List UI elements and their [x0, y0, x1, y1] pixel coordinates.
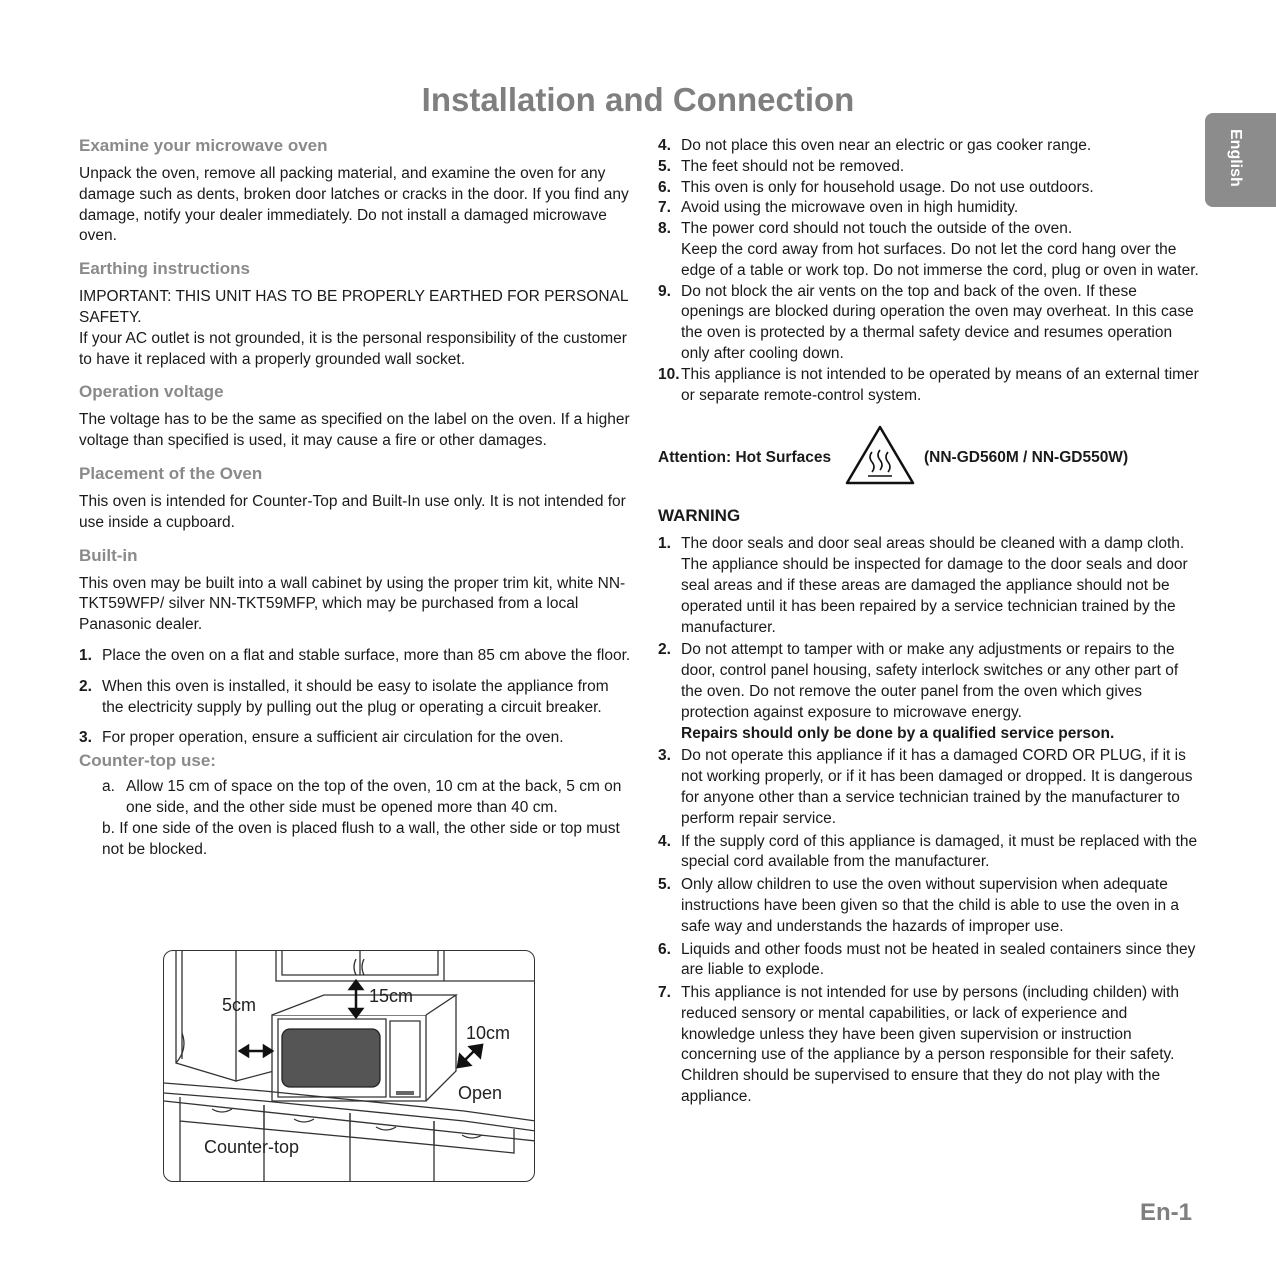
countertop-heading: Counter-top use:: [79, 751, 216, 771]
language-tab[interactable]: [1205, 113, 1276, 207]
voltage-text: The voltage has to be the same as specified on the label on the oven. If a higher voltage than specified is used, it may cause a fire or other damages.: [79, 411, 630, 450]
voltage-heading: Operation voltage: [79, 382, 224, 402]
list-item: 10. This appliance is not intended to be operated by means of an external timer or separate remote-control system.: [658, 365, 1199, 404]
page-number: En-1: [1140, 1199, 1193, 1226]
label-15cm: 15cm: [369, 986, 414, 1006]
placement-text: This oven is intended for Counter-Top and Built-In use only. It is not intended for use inside a cupboard.: [79, 492, 626, 531]
label-5cm: 5cm: [222, 995, 257, 1015]
warning-heading: WARNING: [658, 506, 741, 526]
list-item: 7. Avoid using the microwave oven in high humidity.: [658, 199, 1019, 217]
builtin-heading: Built-in: [79, 545, 138, 565]
list-item: 1. Place the oven on a flat and stable surface, more than 85 cm above the floor.: [79, 646, 631, 664]
list-item: b. If one side of the oven is placed flush to a wall, the other side or top must not be blocked.: [102, 819, 620, 858]
placement-list: [79, 646, 634, 749]
builtin-text: This oven may be built into a wall cabinet by using the proper trim kit, white NN-TKT59WFP/ silver NN-TKT59MFP, which may be purchased from a local Panasonic dealer.: [79, 574, 626, 634]
precaution-list: [658, 136, 1203, 406]
list-item: 6. This oven is only for household usage. Do not use outdoors.: [658, 178, 1094, 196]
list-item: 3. For proper operation, ensure a sufficient air circulation for the oven.: [79, 729, 564, 747]
list-item: 8. The power cord should not touch the outside of the oven. Keep the cord away from hot surfaces. Do not let the cord hang over the edge of a table or work top. Do not immerse the cord, plug or oven in water.: [658, 220, 1199, 279]
list-item: 5. Only allow children to use the oven without supervision when adequate instructions have been given so that the child is able to use the oven in a safe way and understands the hazards of improper use.: [658, 876, 1180, 935]
list-item: 9. Do not block the air vents on the top and back of the oven. If these openings are blocked during operation the oven may overheat. In this case the oven is protected by a thermal safety device and resumes operation only after cooling down.: [658, 282, 1194, 362]
earthing-heading: Earthing instructions: [79, 259, 250, 279]
warning-list: [658, 534, 1203, 1108]
model-numbers: (NN-GD560M / NN-GD550W): [924, 449, 1129, 467]
list-item: 4. Do not place this oven near an electric or gas cooker range.: [658, 137, 1092, 154]
earthing-text: If your AC outlet is not grounded, it is the personal responsibility of the customer to have it replaced with a properly grounded wall socket.: [79, 329, 627, 368]
list-item: 4. If the supply cord of this appliance is damaged, it must be replaced with the special cord available from the manufacturer.: [658, 832, 1198, 871]
placement-heading: Placement of the Oven: [79, 463, 263, 483]
list-item: 3. Do not operate this appliance if it has a damaged CORD OR PLUG, if it is not working properly, or if it has been damaged or dropped. It is dangerous for anyone other than a service technician trained by the manufacturer to perform repair service.: [658, 747, 1193, 827]
examine-heading: Examine your microwave oven: [79, 136, 328, 155]
label-countertop: Counter-top: [204, 1137, 300, 1157]
list-item: 6. Liquids and other foods must not be heated in sealed containers since they are liable to explode.: [658, 940, 1196, 979]
list-item: 5. The feet should not be removed.: [658, 157, 905, 175]
language-tab-label: English: [1227, 129, 1244, 187]
label-open: Open: [458, 1083, 503, 1103]
list-item: 2. Do not attempt to tamper with or make any adjustments or repairs to the door, control panel housing, safety interlock switches or any other part of the oven. Do not remove the outer panel from the oven which gives protection against exposure to microwave energy. Repairs should only be done by a qualified service person.: [658, 641, 1179, 742]
label-10cm: 10cm: [466, 1023, 511, 1043]
left-column: [79, 134, 634, 860]
right-column: [658, 136, 1203, 1108]
list-item: a. Allow 15 cm of space on the top of the oven, 10 cm at the back, 5 cm on one side, and the other side must be opened more than 40 cm.: [102, 778, 622, 816]
list-item: 2. When this oven is installed, it should be easy to isolate the appliance from the electricity supply by pulling out the plug or operating a circuit breaker.: [79, 677, 609, 716]
countertop-list: [102, 777, 634, 860]
page-title: Installation and Connection: [421, 81, 855, 118]
examine-text: Unpack the oven, remove all packing material, and examine the oven for any damage such as dents, broken door latches or cracks in the door. If you find any damage, notify your dealer immediately. Do not install a damaged microwave oven.: [79, 165, 629, 245]
attention-label: Attention: Hot Surfaces: [658, 449, 832, 467]
list-item: 7. This appliance is not intended for use by persons (including childen) with reduced sensory or mental capabilities, or lack of experience and knowledge unless they have been given supervision or instruction concerning use of the appliance by a person responsible for their safety. Children should be supervised to ensure that they do not play with the appliance.: [658, 984, 1180, 1106]
hot-surface-notice: [658, 424, 1203, 490]
hot-surface-warning-icon: [844, 424, 916, 486]
list-item: 1. The door seals and door seal areas should be cleaned with a damp cloth. The appliance should be inspected for damage to the door seals and door seal areas and if these areas are damaged the appliance should not be operated until it has been repaired by a service technician trained by the manufacturer.: [658, 535, 1188, 636]
installation-diagram: [163, 950, 535, 1182]
earthing-important-text: IMPORTANT: THIS UNIT HAS TO BE PROPERLY EARTHED FOR PERSONAL SAFETY.: [79, 288, 628, 326]
